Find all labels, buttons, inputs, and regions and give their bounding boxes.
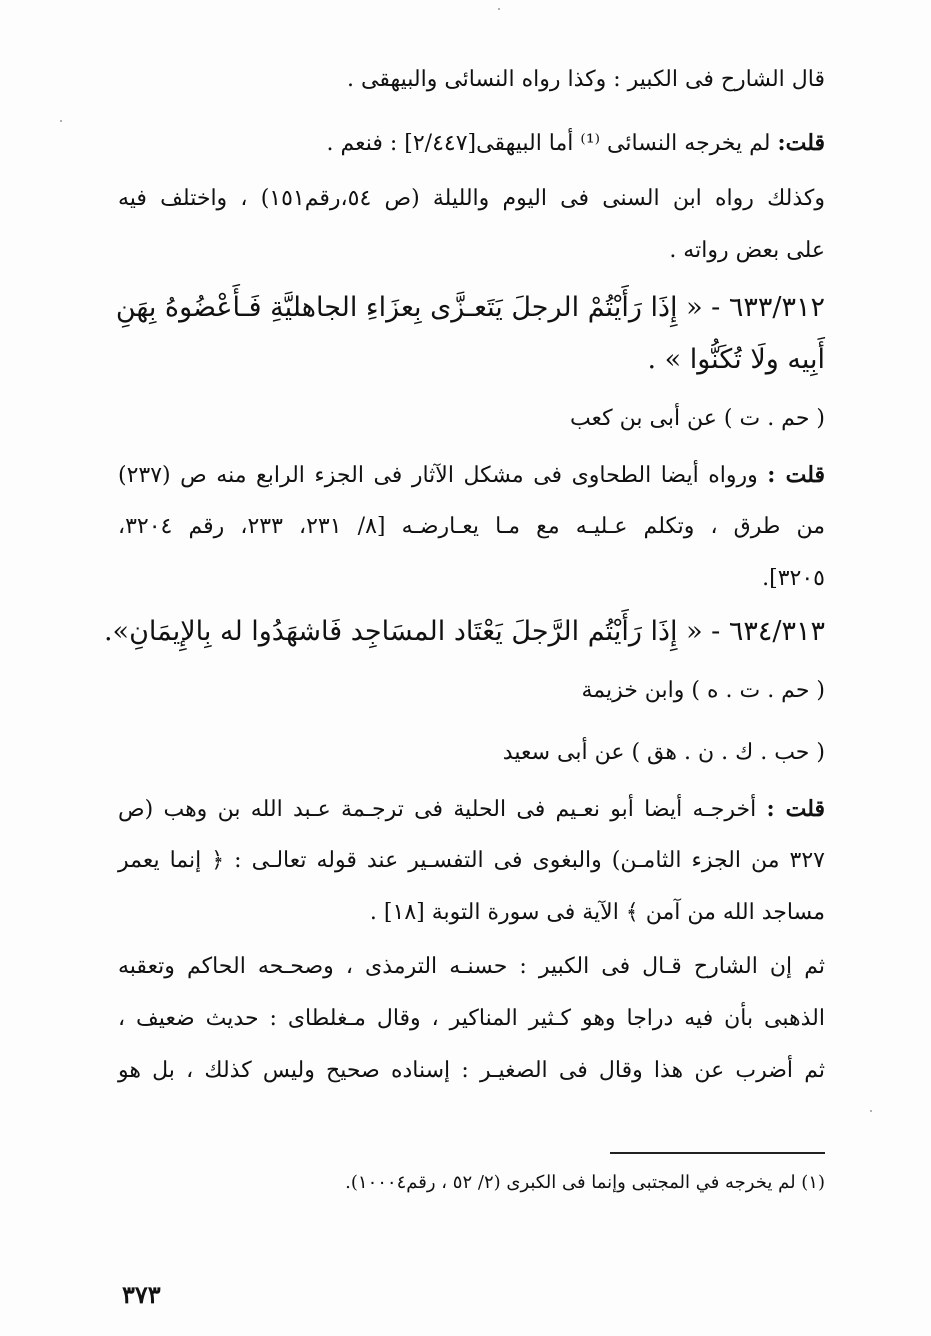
text-line-14: قلت : أخرجـه أيضا أبو نعـيم فى الحلية فى ترجـمة عـبد الله بن وهب (ص — [118, 796, 826, 822]
text-line-17: ثم إن الشارح قـال فى الكبير : حسنـه الترمذى ، وصحـحه الحاكم وتعقبه — [118, 954, 825, 979]
hadith-312-line-2: أَبِيه ولَا تُكَنُّوا » . — [647, 344, 825, 375]
text-line-10: ٣٢٠٥]. — [762, 566, 825, 591]
text-line-4: على بعض رواته . — [669, 238, 825, 263]
page-number: ٣٧٣ — [122, 1280, 161, 1309]
scan-speck — [60, 120, 62, 122]
scan-speck — [498, 8, 500, 10]
text-line-19: ثم أضرب عن هذا وقال فى الصغيـر : إسناده صحيح وليس كذلك ، بل هو — [118, 1058, 825, 1083]
text-line-8: قلت : ورواه أيضا الطحاوى فى مشكل الآثار فى الجزء الرابع منه ص (٢٣٧) — [118, 462, 825, 488]
hadith-312-source: ( حم . ت ) عن أبى بن كعب — [569, 406, 825, 431]
qultu-label: قلت : — [766, 796, 826, 822]
scan-speck — [870, 1110, 872, 1112]
hadith-313-source-2: ( حب . ك . ن . هق ) عن أبى سعيد — [502, 740, 825, 765]
footnote-separator — [610, 1152, 825, 1154]
text-line-15: ٣٢٧ من الجزء الثامـن) والبغوى فى التفسـير عند قوله تعالـى : ﴿ إنما يعمر — [118, 848, 825, 873]
text-line-18: الذهبى بأن فيه دراجا وهو كـثير المناكير ، وقال مـغلطاى : حديث ضعيف ، — [118, 1006, 825, 1031]
text-line-2: قلت: لم يخرجه النسائى ⁽¹⁾ أما البيهقى[٢/٤٤٧] : فنعم . — [326, 130, 825, 156]
qultu-label: قلت : — [767, 462, 825, 488]
hadith-312-line-1: ٦٣٣/٣١٢ - « إِذَا رَأَيْتُمْ الرجلَ يَتَعـزَّى بِعزَاءِ الجاهليَّةِ فَـأَعْضُوهُ بِهَنِ — [115, 292, 825, 323]
qultu-label: قلت: — [777, 130, 825, 156]
text-line-1: قال الشارح فى الكبير : وكذا رواه النسائى والبيهقى . — [347, 67, 825, 92]
hadith-313: ٦٣٤/٣١٣ - « إِذَا رَأَيْتُم الرَّجلَ يَعْتَاد المسَاجِد فَاشهَدُوا له بِالإِيمَانِ». — [103, 616, 825, 647]
text-line-16: مساجد الله من آمن ﴾ الآية فى سورة التوبة [١٨] . — [369, 900, 825, 925]
text-line-9: من طرق ، وتكلم عـليـه مع مـا يعـارضـه [٨/ ٢٣١، ٢٣٣، رقم ٣٢٠٤، — [118, 514, 826, 539]
footnote: (١) لم يخرجه في المجتبى وإنما فى الكبرى (٢/ ٥٢ ، رقم١٠٠٠٤). — [345, 1172, 825, 1193]
text-line-3: وكذلك رواه ابن السنى فى اليوم والليلة (ص ٥٤،رقم١٥١) ، واختلف فيه — [118, 186, 825, 211]
hadith-313-source-1: ( حم . ت . ه ) وابن خزيمة — [581, 678, 825, 703]
